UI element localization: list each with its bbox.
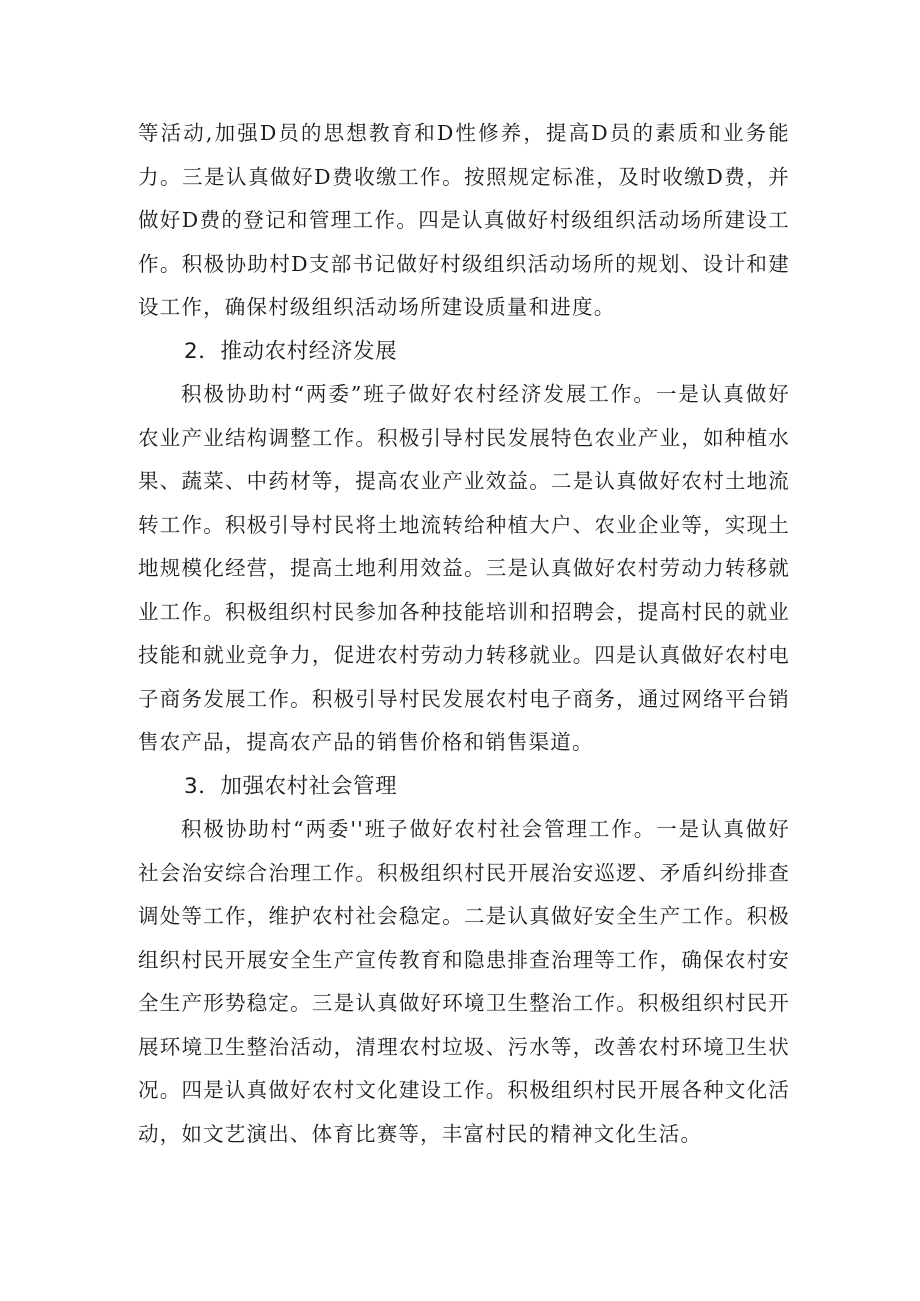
paragraph-party-work: 等活动,加强D员的思想教育和D性修养，提高D员的素质和业务能力。三是认真做好D费收缴工作。按照规定标准，及时收缴D费，并做好D费的登记和管理工作。四是认真做好村级组织活动场所建设工作。积极协助村D支部书记做好村级组织活动场所的规划、设计和建设工作，确保村级组织活动场所建设质量和进度。: [138, 121, 790, 319]
heading-social-management: 3．加强农村社会管理: [184, 773, 398, 799]
document-body: [138, 112, 790, 1156]
paragraph-social-management: 积极协助村“两委''班子做好农村社会管理工作。一是认真做好社会治安综合治理工作。积极组织村民开展治安巡逻、矛盾纠纷排查调处等工作，维护农村社会稳定。二是认真做好安全生产工作。积极组织村民开展安全生产宣传教育和隐患排查治理等工作，确保农村安全生产形势稳定。三是认真做好环境卫生整治工作。积极组织村民开展环境卫生整治活动，清理农村垃圾、污水等，改善农村环境卫生状况。四是认真做好农村文化建设工作。积极组织村民开展各种文化活动，如文艺演出、体育比赛等，丰富村民的精神文化生活。: [138, 817, 790, 1146]
paragraph-rural-economy: 积极协助村“两委”班子做好农村经济发展工作。一是认真做好农业产业结构调整工作。积极引导村民发展特色农业产业，如种植水果、蔬菜、中药材等，提高农业产业效益。二是认真做好农村土地流转工作。积极引导村民将土地流转给种植大户、农业企业等，实现土地规模化经营，提高土地利用效益。三是认真做好农村劳动力转移就业工作。积极组织村民参加各种技能培训和招聘会，提高村民的就业技能和就业竞争力，促进农村劳动力转移就业。四是认真做好农村电子商务发展工作。积极引导村民发展农村电子商务，通过网络平台销售农产品，提高农产品的销售价格和销售渠道。: [138, 382, 790, 754]
heading-rural-economy: 2．推动农村经济发展: [184, 338, 398, 364]
